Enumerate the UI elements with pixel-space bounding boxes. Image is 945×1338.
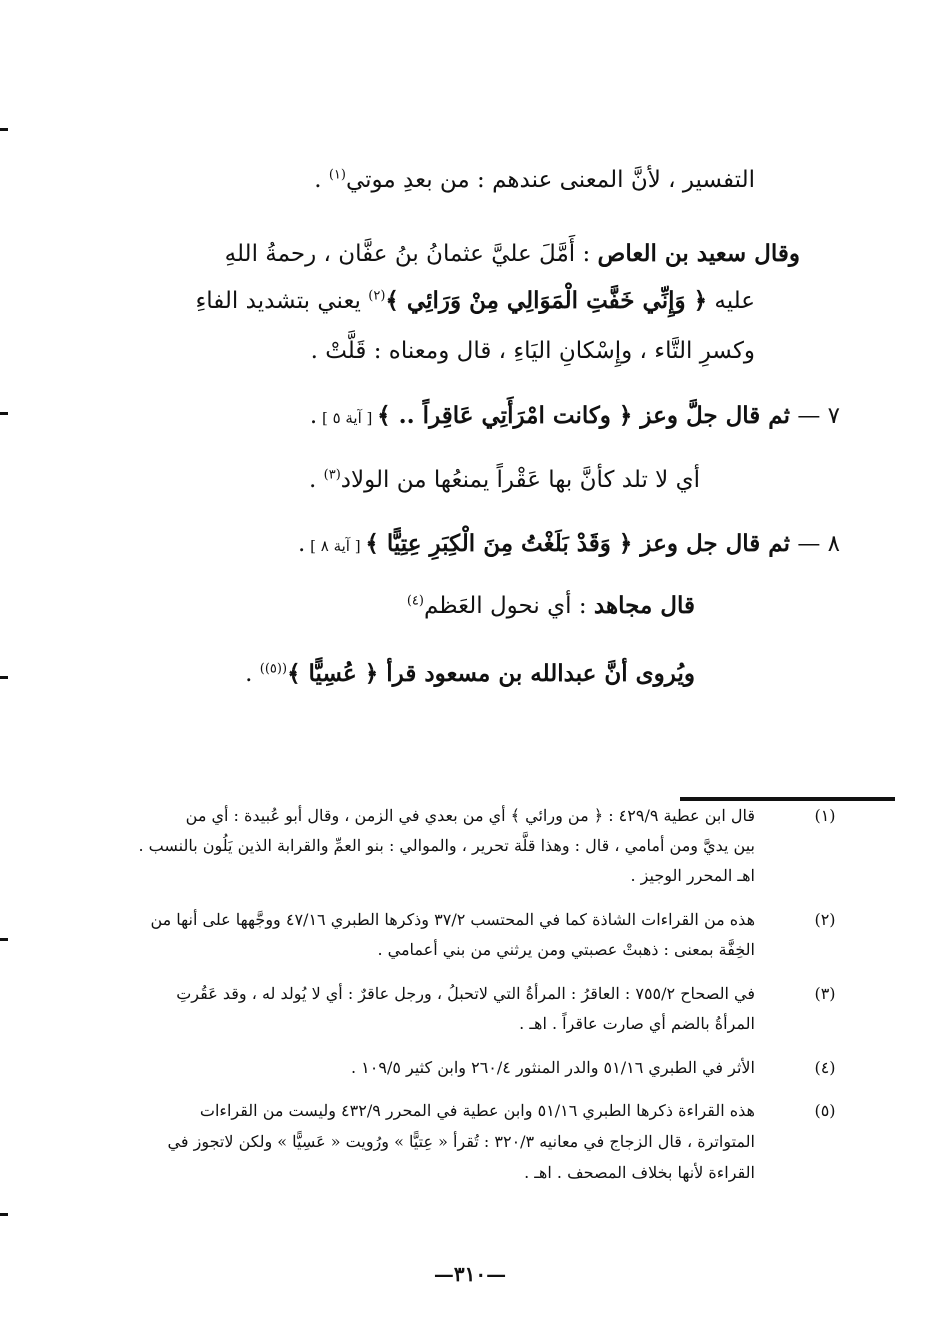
item-number: ٨	[827, 531, 840, 557]
speaker-name: وقال سعيد بن العاص	[597, 240, 800, 267]
punctuation: .	[298, 531, 306, 557]
footnote-separator	[680, 797, 895, 801]
main-line-3	[195, 285, 755, 317]
punctuation: .	[309, 403, 318, 429]
footnote-line: اهـ المحرر الوجيز .	[630, 866, 755, 885]
footnote-ref: (١)	[328, 167, 346, 183]
margin-mark	[0, 412, 8, 415]
item-dash: —	[790, 403, 828, 429]
footnote-line: الأثر في الطبري ٥١/١٦ والدر المنثور ٢٦٠/٤ وابن كثير ١٠٩/٥ .	[350, 1058, 755, 1077]
footnote-line: بين يديَّ ومن أمامي ، قال : وهذا قلَّة تحرير ، والموالي : بنو العمِّ والقرابة الذين يَلُون بالنسب .	[138, 836, 755, 855]
footnote-line: في الصحاح ٧٥٥/٢ : العاقرُ : المرأةُ التي لاتحبلُ ، ورجل عاقرٌ : أي لا يُولد له ، وقد عَقُرتِ	[176, 984, 755, 1003]
footnote-line: قال ابن عطية ٤٢٩/٩ : ﴿ من ورائي ﴾ أي من بعدي في الزمن ، وقال أبو عُبيدة : أي من	[185, 806, 755, 825]
page-number: —٣١٠—	[433, 1262, 507, 1286]
verse-item-7	[310, 400, 840, 434]
quran-quote: ﴿ وكانت امْرَأَتِي عَاقِراً .. ﴾	[377, 402, 633, 429]
footnote-number: (٣)	[814, 984, 836, 1003]
punctuation: .	[309, 467, 324, 493]
footnote-line: الخِفَّة بمعنى : ذهبتْ عصبتي ومن يرثني من بني أعمامي .	[377, 940, 755, 959]
main-line-2	[225, 238, 800, 270]
footnote-number: (٥)	[814, 1101, 836, 1120]
main-line-4	[311, 335, 755, 367]
verse-intro: ثم قال جل وعز	[632, 530, 791, 557]
footnote-ref: (٢)	[368, 288, 386, 304]
main-line-8	[407, 590, 695, 622]
footnote-number: (٤)	[814, 1058, 836, 1077]
main-text: : أي نحول العَظم	[423, 593, 594, 619]
main-text: عليه	[707, 288, 755, 314]
verse-intro: ثم قال جلَّ وعز	[632, 402, 791, 429]
quran-quote: ﴿ وَقَدْ بَلَغْتُ مِنَ الْكِبَرِ عِتِيًّا ﴾	[365, 530, 633, 557]
main-line-1	[314, 164, 755, 196]
footnote-number: (١)	[814, 806, 836, 825]
item-dash: —	[790, 531, 828, 557]
footnote-line: القراءة لأنها بخلاف المصحف . اهـ .	[524, 1163, 755, 1182]
quran-quote: ﴿ وَإِنِّي خَفَّتِ الْمَوَالِي مِنْ وَرَائِي ﴾	[385, 287, 708, 314]
punctuation: .	[245, 661, 260, 687]
main-text: أي لا تلد كأنَّ بها عَقْراً يمنعُها من الولاد	[340, 467, 700, 493]
main-text: : أَمَّلَ عليَّ عثمانُ بنُ عفَّان ، رحمةُ اللهِ	[224, 241, 598, 267]
punctuation: .	[314, 167, 329, 193]
main-text: وكسرِ التَّاء ، وإِسْكانِ اليَاءِ ، قال ومعناه : قَلَّتْ .	[310, 338, 755, 364]
verse-item-8	[298, 528, 840, 562]
footnote-number: (٢)	[814, 910, 836, 929]
quran-quote: ﴿ عُسِيًّا ﴾	[287, 660, 379, 687]
margin-mark	[0, 128, 8, 131]
main-line-9	[245, 658, 695, 690]
footnote-ref: ((٥))	[259, 661, 288, 677]
footnote-line: هذه من القراءات الشاذة كما في المحتسب ٣٧/٢ وذكرها الطبري ٤٧/١٦ ووجَّهها على أنها من	[150, 910, 755, 929]
main-text: التفسير ، لأنَّ المعنى عندهم : من بعدِ موتي	[345, 167, 755, 193]
item-number: ٧	[827, 403, 840, 429]
main-text: يعني بتشديد الفاءِ	[195, 288, 369, 314]
margin-mark	[0, 938, 8, 941]
main-line-6	[309, 464, 700, 496]
footnote-line: المرأةُ بالضم أي صارت عاقراً . اهـ .	[519, 1014, 755, 1033]
aya-ref: [ آية ٨ ]	[305, 537, 366, 555]
footnote-ref: (٣)	[323, 467, 341, 483]
margin-mark	[0, 1213, 8, 1216]
footnote-ref: (٤)	[406, 593, 424, 609]
speaker-name: قال مجاهد	[593, 592, 695, 619]
footnote-line: هذه القراءة ذكرها الطبري ٥١/١٦ وابن عطية في المحرر ٤٣٢/٩ وليست من القراءات	[199, 1101, 755, 1120]
footnote-line: المتواترة ، قال الزجاج في معانيه ٣٢٠/٣ : تُقرأ « عِتيًّا » ورُويت « عَسِيًّا » ولكن لاتجوز في	[167, 1132, 755, 1151]
margin-mark	[0, 676, 8, 679]
aya-ref: [ آية ٥ ]	[317, 409, 378, 427]
narration-text: ويُروى أنَّ عبدالله بن مسعود قرأ	[378, 660, 695, 687]
